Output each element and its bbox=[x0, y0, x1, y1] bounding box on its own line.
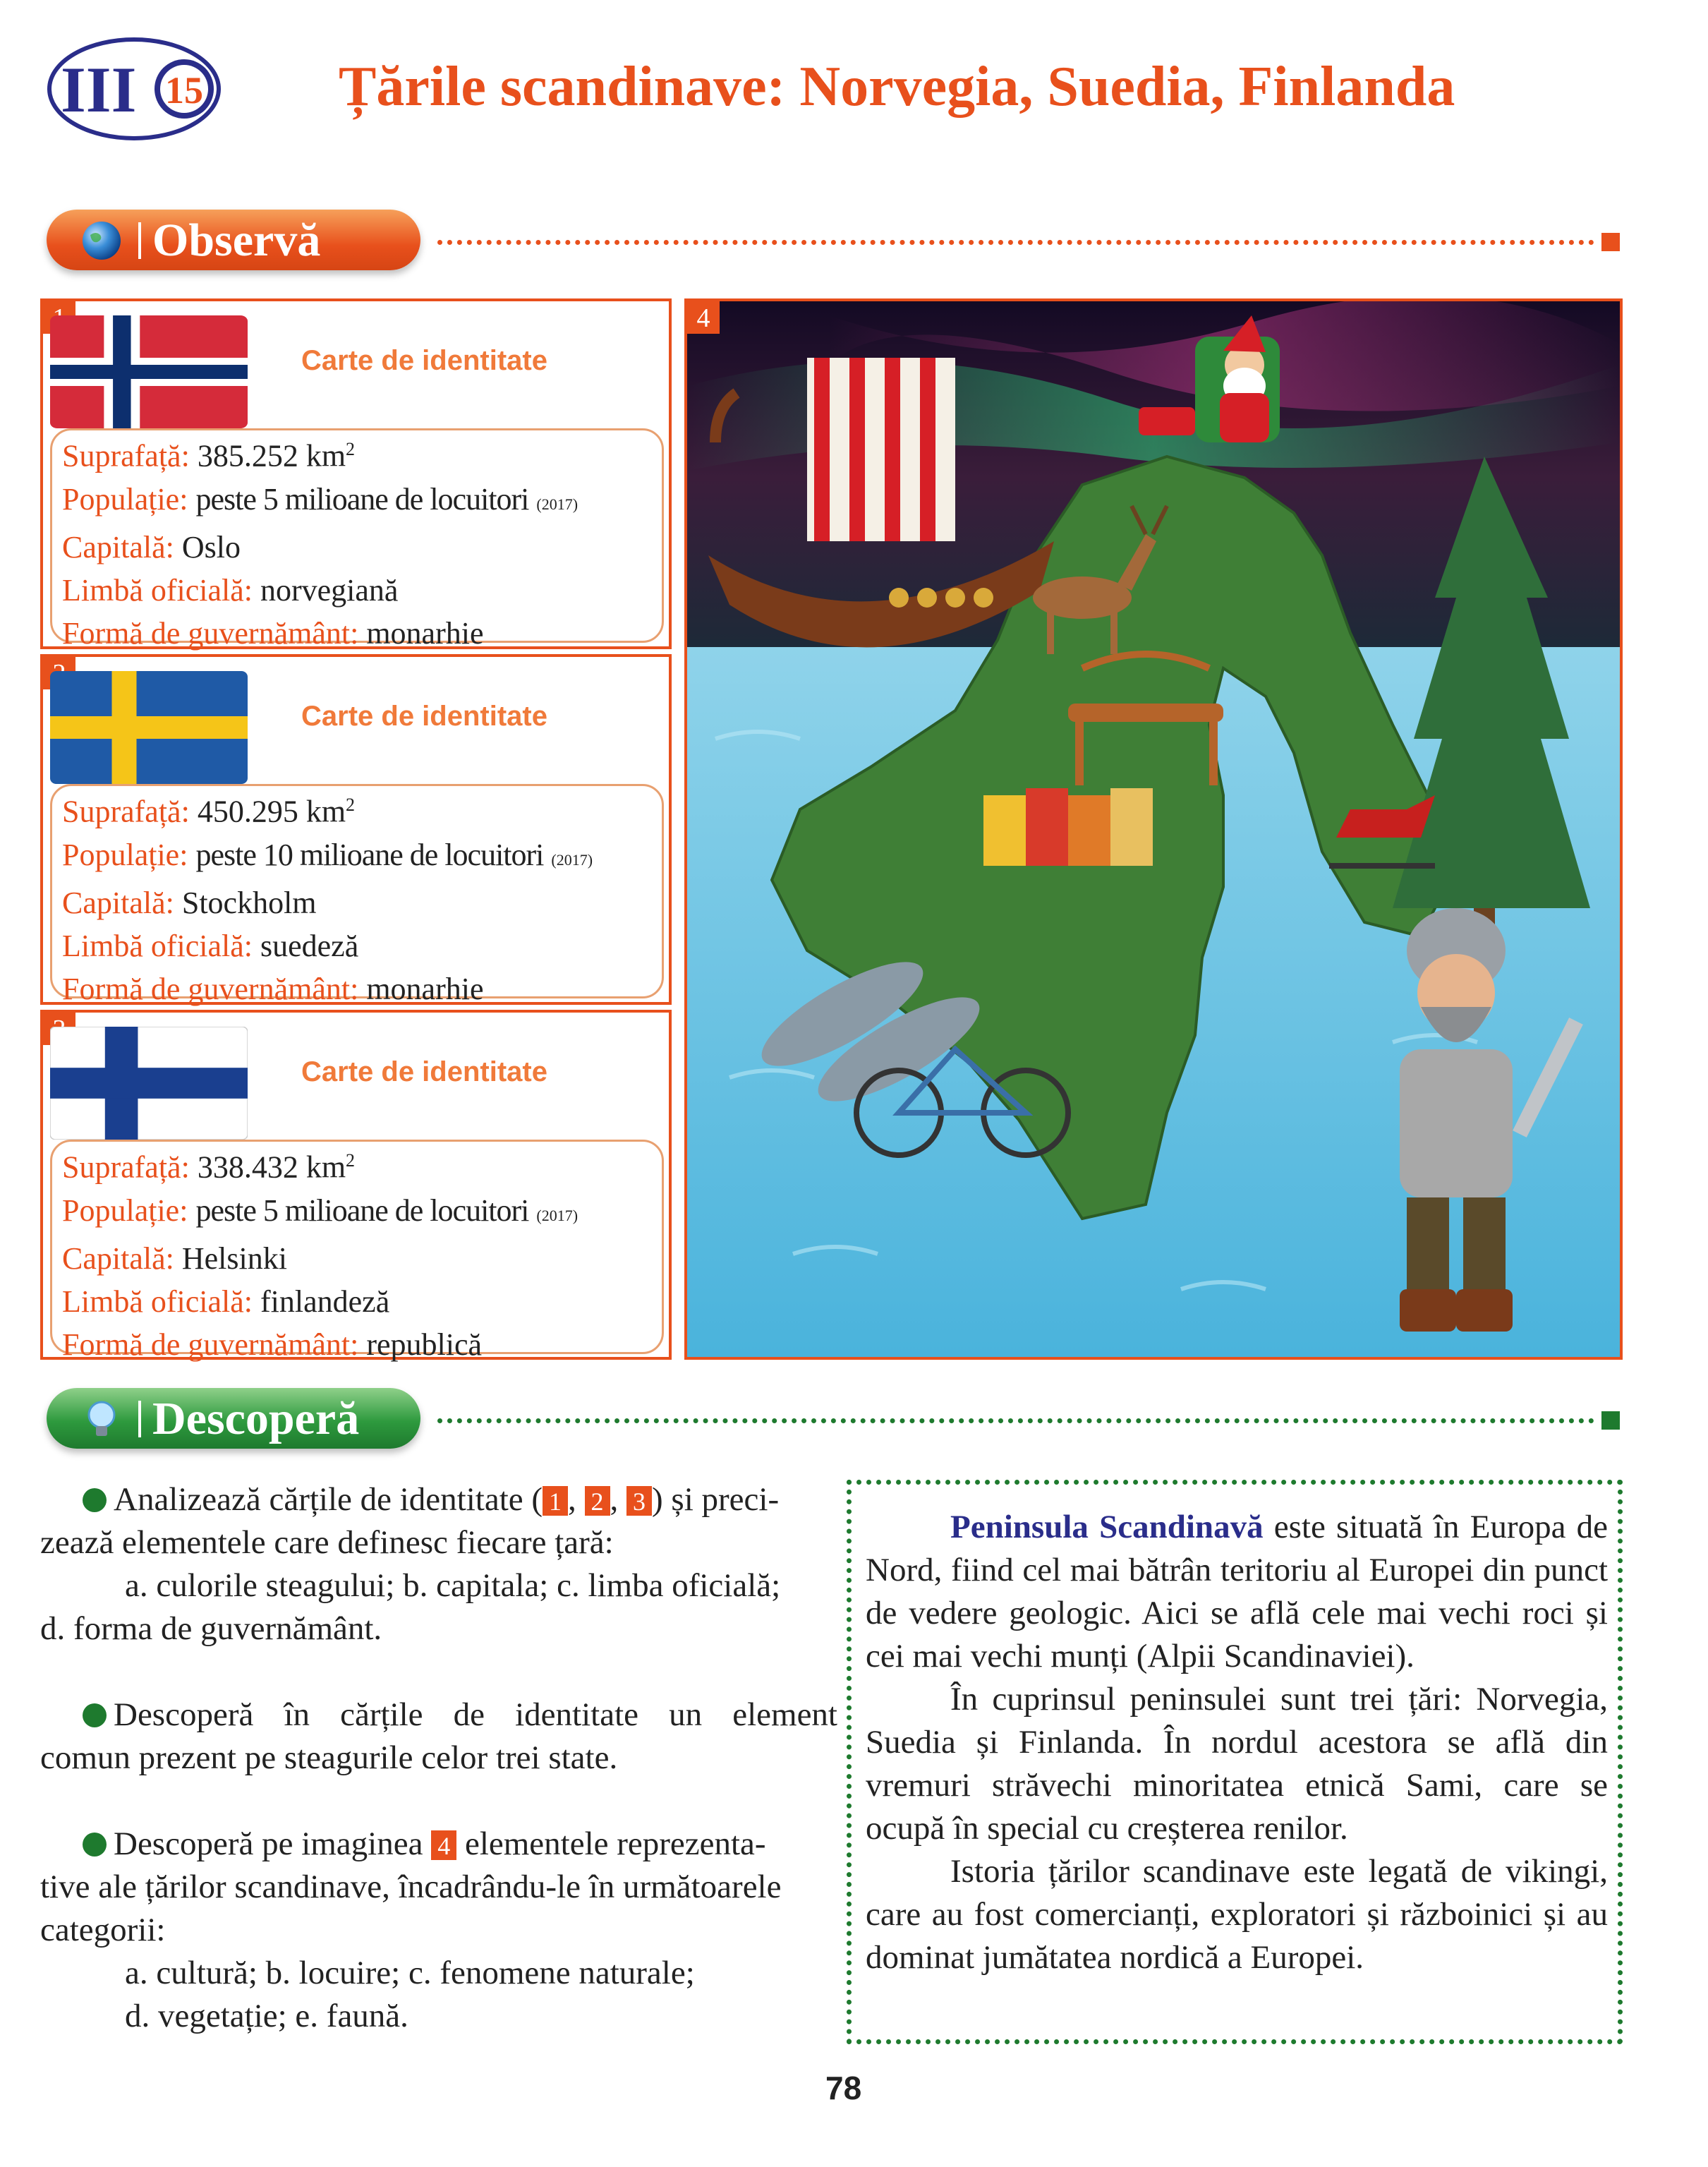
unit-number: III bbox=[61, 54, 137, 126]
language-value: suedeză bbox=[260, 928, 359, 963]
info-highlight: Peninsula Scandinavă bbox=[950, 1509, 1264, 1545]
section-marker bbox=[1601, 233, 1620, 251]
ref-tag-2: 2 bbox=[585, 1486, 610, 1516]
section-marker bbox=[1601, 1411, 1620, 1430]
ref-tag-4: 4 bbox=[431, 1830, 456, 1860]
capital-label: Capitală: bbox=[62, 885, 174, 920]
page-title: Țările scandinave: Norvegia, Suedia, Finlanda bbox=[339, 56, 1455, 118]
id-card-finland bbox=[40, 1010, 672, 1360]
language-label: Limbă oficială: bbox=[62, 1284, 253, 1319]
scandinavia-map-illustration bbox=[684, 298, 1623, 1360]
area-sup: 2 bbox=[346, 795, 356, 815]
info-box bbox=[847, 1480, 1623, 2044]
area-label: Suprafață: bbox=[62, 1149, 190, 1185]
area-sup: 2 bbox=[346, 1150, 356, 1171]
page-number: 78 bbox=[825, 2070, 862, 2106]
pop-year: (2017) bbox=[536, 495, 579, 513]
pop-year: (2017) bbox=[551, 850, 593, 869]
observe-title: Observă bbox=[152, 215, 321, 266]
capital-value: Stockholm bbox=[181, 885, 317, 920]
ref-tag-3: 3 bbox=[626, 1486, 652, 1516]
area-sup: 2 bbox=[346, 439, 356, 459]
government-label: Formă de guvernământ: bbox=[62, 615, 359, 651]
discover-header bbox=[47, 1388, 420, 1449]
pop-value: peste 10 milioane de locuitori bbox=[195, 837, 544, 872]
flag-finland bbox=[50, 1027, 248, 1140]
capital-value: Helsinki bbox=[181, 1241, 287, 1276]
government-label: Formă de guvernământ: bbox=[62, 971, 359, 1006]
bullet-icon bbox=[83, 1833, 107, 1857]
lesson-number: 15 bbox=[165, 69, 203, 111]
pop-year: (2017) bbox=[536, 1206, 579, 1224]
lightbulb-icon bbox=[80, 1398, 123, 1440]
capital-value: Oslo bbox=[181, 529, 241, 565]
id-card-norway bbox=[40, 298, 672, 649]
info-paragraph-2: În cuprinsul peninsulei sunt trei țări: Norvegia, Suedia și Finlanda. În nordul acestora se află din vremuri străvechi minoritatea etnică Sami, care se ocupă în special cu creșterea renilor. bbox=[866, 1681, 1608, 1847]
area-label: Suprafață: bbox=[62, 438, 190, 473]
globe-icon bbox=[80, 219, 123, 262]
area-value: 385.252 km bbox=[197, 438, 346, 473]
language-label: Limbă oficială: bbox=[62, 572, 253, 608]
flag-norway bbox=[50, 315, 248, 428]
card-info bbox=[50, 784, 664, 1006]
language-value: norvegiană bbox=[260, 572, 399, 608]
flag-sweden bbox=[50, 671, 248, 784]
pop-value: peste 5 milioane de locuitori bbox=[195, 1193, 529, 1228]
area-label: Suprafață: bbox=[62, 794, 190, 829]
pop-label: Populație: bbox=[62, 481, 188, 517]
capital-label: Capitală: bbox=[62, 529, 174, 565]
area-value: 450.295 km bbox=[197, 794, 346, 829]
bullet-icon bbox=[83, 1703, 107, 1727]
pop-label: Populație: bbox=[62, 1193, 188, 1228]
map-number: 4 bbox=[687, 301, 720, 334]
question-1: Analizează cărțile de identitate ( 1 , 2 , 3 ) și preci- zează elementele care definesc fiecare țară: a. culorile steagului; b. capitala; c. limba oficială; d. forma de guvernământ. bbox=[40, 1481, 781, 1647]
discover-title: Descoperă bbox=[152, 1393, 360, 1444]
card-info bbox=[50, 1140, 664, 1362]
pop-label: Populație: bbox=[62, 837, 188, 872]
card-title: Carte de identitate bbox=[301, 345, 547, 376]
government-label: Formă de guvernământ: bbox=[62, 1327, 359, 1362]
section-divider bbox=[437, 240, 1594, 245]
pop-value: peste 5 milioane de locuitori bbox=[195, 481, 529, 517]
ref-tag-1: 1 bbox=[543, 1486, 568, 1516]
government-value: republică bbox=[366, 1327, 483, 1362]
language-label: Limbă oficială: bbox=[62, 928, 253, 963]
section-divider bbox=[437, 1418, 1594, 1423]
card-title: Carte de identitate bbox=[301, 1056, 547, 1087]
question-2: Descoperă în cărțile de identitate un element comun prezent pe steagurile celor trei state. bbox=[40, 1696, 837, 1776]
government-value: monarhie bbox=[366, 615, 484, 651]
info-paragraph-3: Istoria țărilor scandinave este legată de vikingi, care au fost comercianți, exploratori și războinici și au dominat jumătatea nordică a Europei. bbox=[866, 1853, 1608, 1976]
government-value: monarhie bbox=[366, 971, 484, 1006]
id-card-sweden bbox=[40, 654, 672, 1005]
area-value: 338.432 km bbox=[197, 1149, 346, 1185]
observe-header bbox=[47, 210, 420, 270]
unit-badge bbox=[47, 37, 222, 141]
card-info bbox=[50, 428, 664, 651]
question-3: Descoperă pe imaginea 4 elementele reprezenta- tive ale țărilor scandinave, încadrându-le în următoarele categorii: a. cultură; b. locuire; c. fenomene naturale; d. vegetație; e. faună. bbox=[40, 1825, 782, 2034]
language-value: finlandeză bbox=[260, 1284, 390, 1319]
capital-label: Capitală: bbox=[62, 1241, 174, 1276]
bullet-icon bbox=[83, 1488, 107, 1512]
info-paragraph-1: este situată în Europa de Nord, fiind cel mai bătrân teritoriu al Europei din punct de vedere geologic. Aici se află cele mai vechi roci și cei mai vechi munți (Alpii Scandinaviei). bbox=[866, 1509, 1608, 1674]
card-title: Carte de identitate bbox=[301, 701, 547, 732]
houses-illustration bbox=[983, 788, 1153, 866]
